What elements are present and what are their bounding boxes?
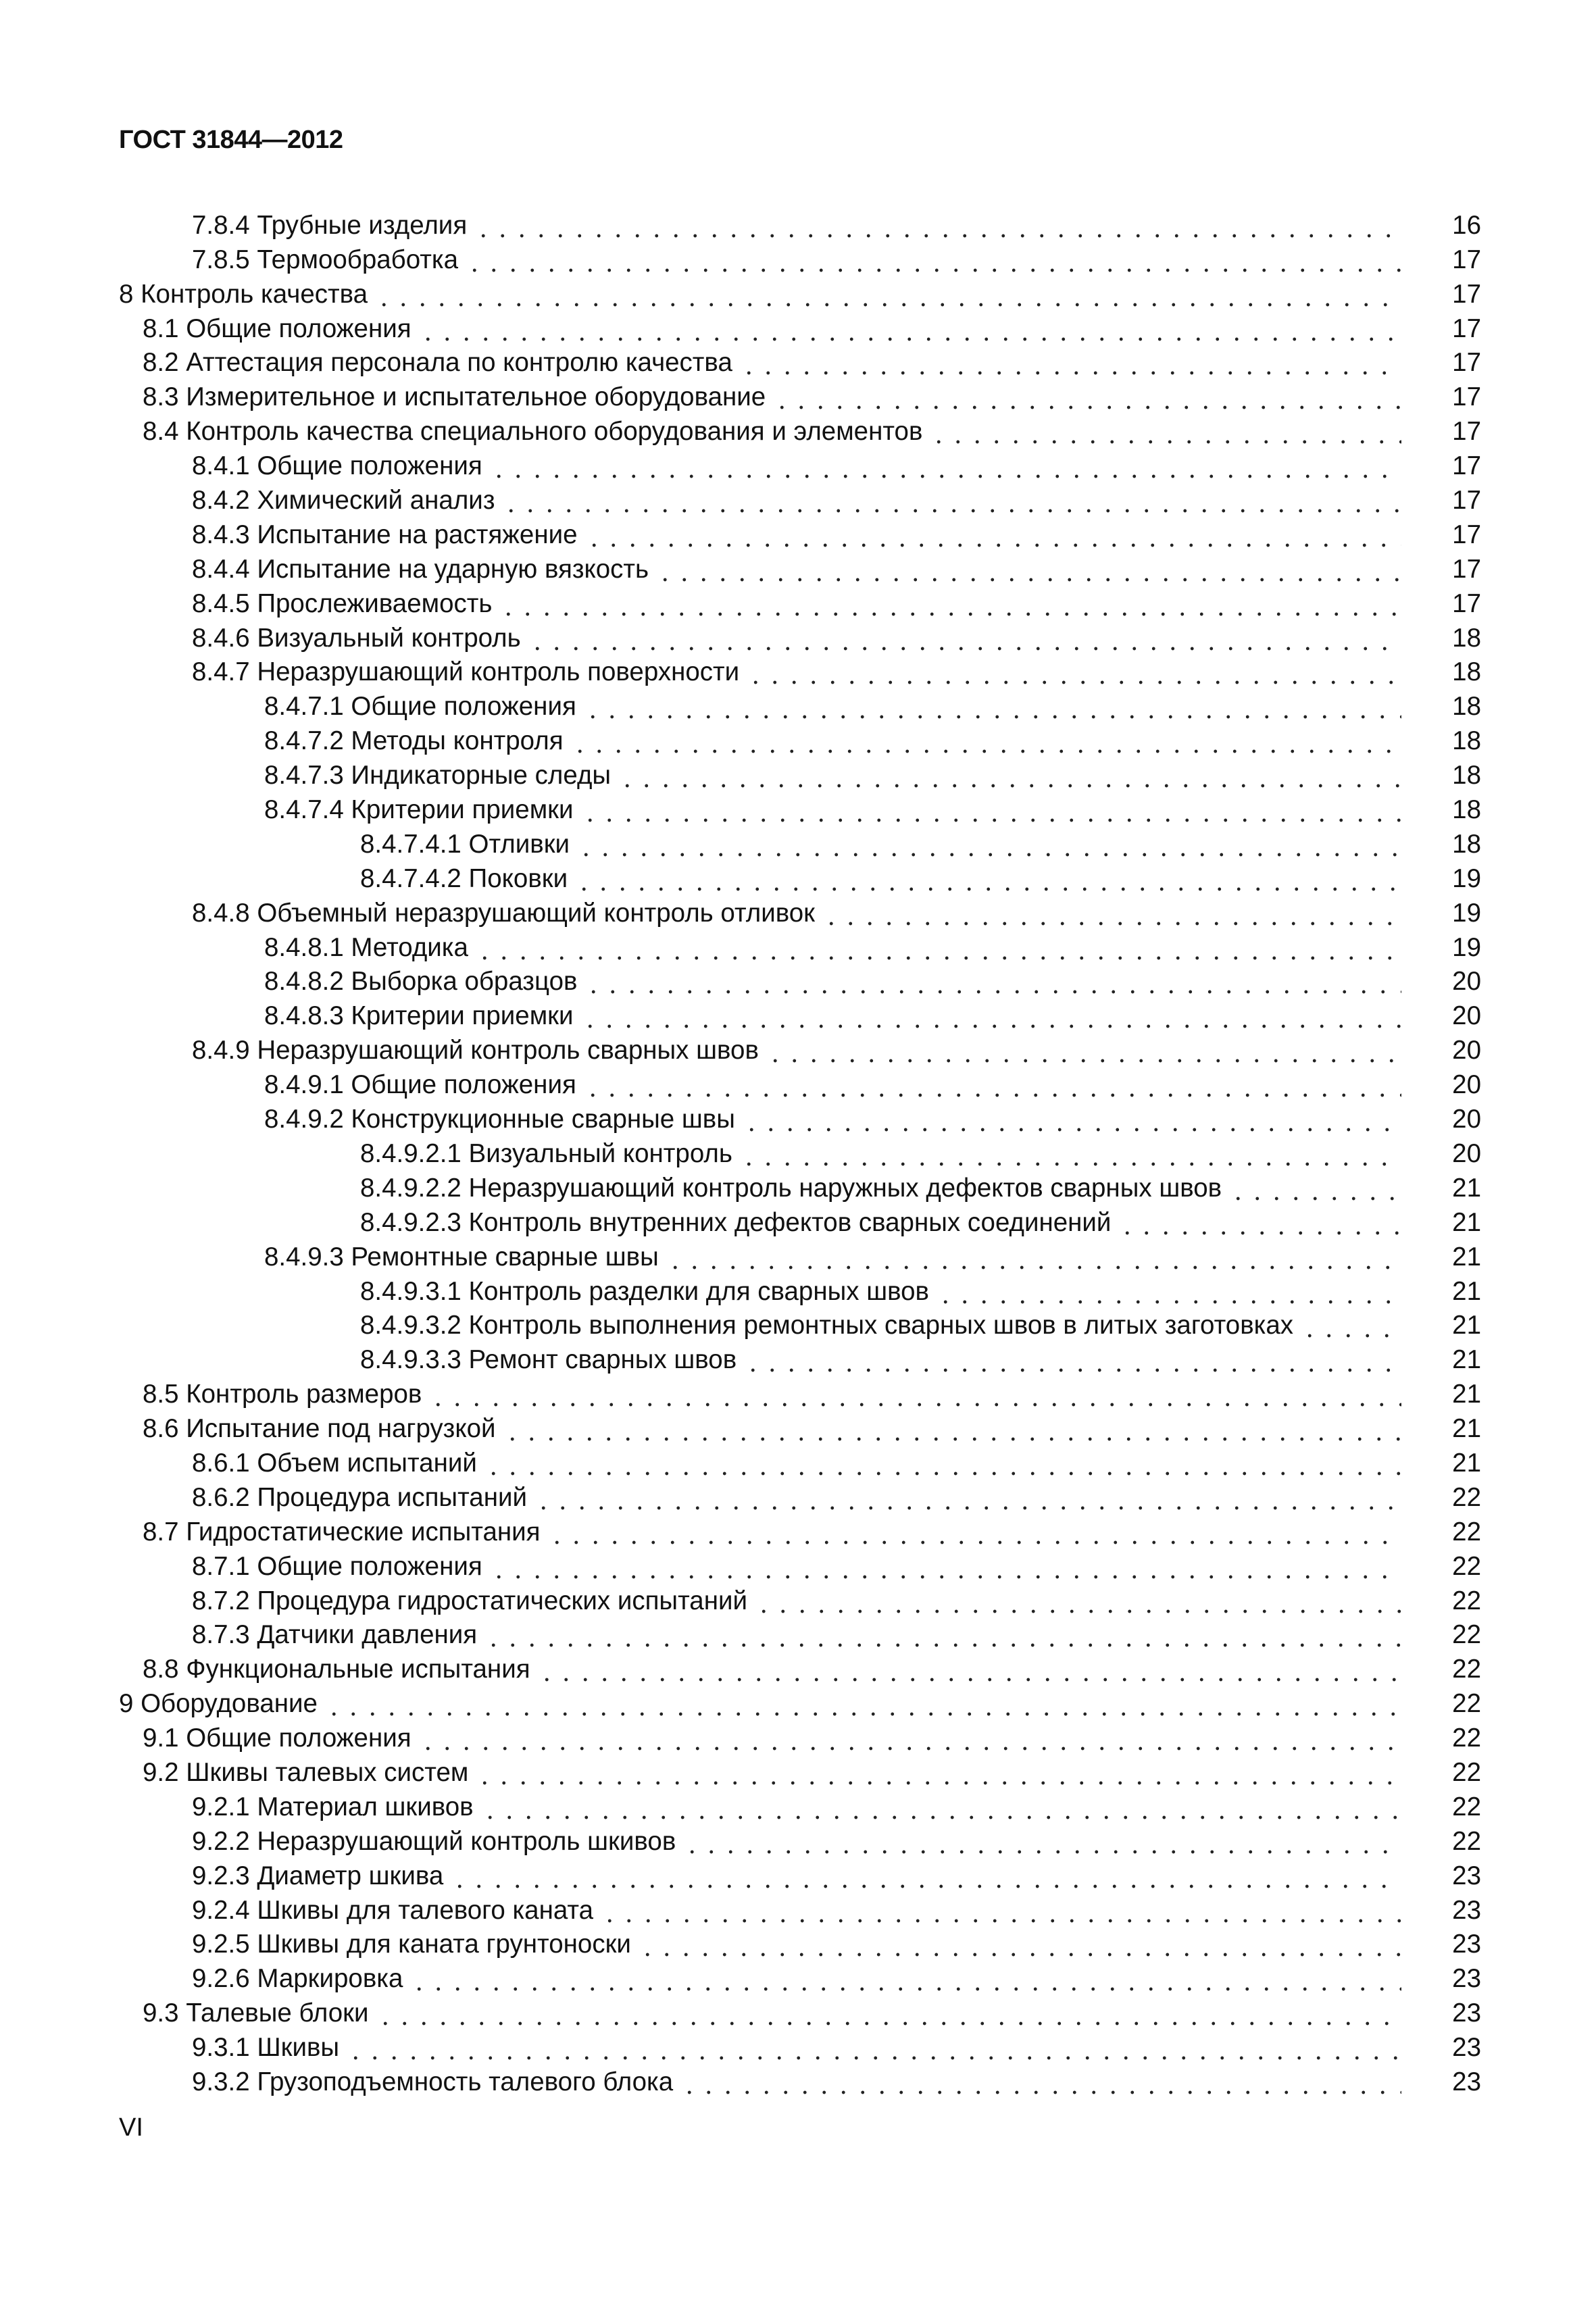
toc-entry[interactable] — [119, 1823, 1481, 1857]
toc-dot-leader — [499, 593, 1401, 620]
toc-entry-page: 18 — [1452, 623, 1481, 653]
toc-dot-leader — [475, 1761, 1401, 1788]
toc-entry-page: 21 — [1452, 1173, 1481, 1203]
toc-entry-title: 8.4.7.4.1 Отливки — [360, 829, 576, 860]
toc-entry-page: 21 — [1452, 1242, 1481, 1272]
toc-dot-leader — [428, 1383, 1401, 1410]
toc-dot-leader — [346, 2036, 1401, 2063]
toc-entry[interactable] — [119, 207, 1481, 241]
toc-entry-page: 23 — [1452, 2033, 1481, 2063]
toc-dot-leader — [583, 695, 1401, 722]
toc-entry-page: 18 — [1452, 657, 1481, 687]
toc-entry-title: 9.2.1 Материал шкивов — [192, 1792, 480, 1823]
toc-entry-title: 8.5 Контроль размеров — [143, 1379, 428, 1410]
toc-entry-title: 8.4.5 Прослеживаемость — [192, 588, 499, 620]
toc-entry-title: 8.4 Контроль качества специального оборудования и элементов — [143, 416, 929, 447]
toc-entry-title: 9.3.1 Шкивы — [192, 2032, 346, 2063]
toc-dot-leader — [537, 1658, 1401, 1685]
toc-entry-title: 9.2.5 Шкивы для каната грунтоноски — [192, 1929, 638, 1960]
toc-entry-title: 8.4.9 Неразрушающий контроль сварных швов — [192, 1035, 766, 1066]
toc-dot-leader — [465, 249, 1401, 276]
toc-entry-page: 22 — [1452, 1689, 1481, 1719]
toc-entry-page: 20 — [1452, 1070, 1481, 1100]
toc-entry-page: 23 — [1452, 2067, 1481, 2096]
toc-entry[interactable] — [119, 1101, 1481, 1135]
toc-entry[interactable] — [119, 1032, 1481, 1066]
toc-entry-page: 19 — [1452, 898, 1481, 928]
toc-entry-page: 17 — [1452, 417, 1481, 447]
toc-dot-leader — [739, 351, 1401, 378]
toc-entry-page: 23 — [1452, 1930, 1481, 1959]
toc-dot-leader — [655, 558, 1401, 585]
toc-entry-page: 20 — [1452, 1001, 1481, 1031]
toc-dot-leader — [936, 1280, 1401, 1307]
toc-entry-page: 17 — [1452, 554, 1481, 584]
toc-entry-title: 8.6.1 Объем испытаний — [192, 1448, 484, 1479]
toc-dot-leader — [739, 1142, 1401, 1169]
toc-entry-page: 17 — [1452, 348, 1481, 378]
toc-entry[interactable] — [119, 860, 1481, 895]
document-header: ГОСТ 31844—2012 — [119, 126, 343, 154]
toc-entry-title: 8.4.9.3 Ремонтные сварные швы — [264, 1242, 666, 1273]
toc-entry[interactable] — [119, 413, 1481, 447]
toc-entry-page: 17 — [1452, 486, 1481, 515]
toc-entry[interactable] — [119, 620, 1481, 654]
toc-entry-page: 22 — [1452, 1586, 1481, 1615]
toc-entry[interactable] — [119, 482, 1481, 516]
toc-entry-title: 8.2 Аттестация персонала по контролю качества — [143, 347, 739, 378]
toc-entry-page: 22 — [1452, 1655, 1481, 1684]
toc-entry-title: 8.4.9.1 Общие положения — [264, 1070, 583, 1101]
toc-entry[interactable] — [119, 688, 1481, 722]
toc-entry-title: 8.4.9.3.3 Ремонт сварных швов — [360, 1344, 743, 1376]
toc-dot-leader — [682, 1830, 1401, 1857]
toc-entry[interactable] — [119, 895, 1481, 929]
toc-entry[interactable] — [119, 1273, 1481, 1307]
toc-entry-title: 8.4.9.2.1 Визуальный контроль — [360, 1138, 739, 1169]
toc-entry-page: 23 — [1452, 1964, 1481, 1994]
toc-entry-title: 8.4.7.1 Общие положения — [264, 691, 583, 722]
toc-entry-page: 20 — [1452, 967, 1481, 997]
toc-entry[interactable] — [119, 1960, 1481, 1994]
toc-entry[interactable] — [119, 516, 1481, 551]
toc-entry[interactable] — [119, 1376, 1481, 1410]
toc-entry-title: 8.4.9.3.1 Контроль разделки для сварных швов — [360, 1276, 936, 1307]
toc-entry-title: 8.4.4 Испытание на ударную вязкость — [192, 554, 655, 585]
toc-entry-page: 21 — [1452, 1311, 1481, 1340]
toc-dot-leader — [489, 455, 1401, 482]
toc-dot-leader — [374, 283, 1401, 310]
toc-dot-leader — [1300, 1314, 1401, 1341]
toc-entry-title: 8.4.2 Химический анализ — [192, 485, 501, 516]
toc-entry[interactable] — [119, 1066, 1481, 1101]
toc-entry[interactable] — [119, 551, 1481, 585]
toc-entry-page: 18 — [1452, 692, 1481, 722]
toc-entry[interactable] — [119, 654, 1481, 688]
toc-entry-title: 8.4.9.3.2 Контроль выполнения ремонтных сварных швов в литых заготовках — [360, 1310, 1300, 1341]
toc-entry-title: 7.8.5 Термообработка — [192, 245, 465, 276]
toc-dot-leader — [584, 524, 1401, 551]
toc-entry-page: 20 — [1452, 1138, 1481, 1168]
toc-entry[interactable] — [119, 1926, 1481, 1961]
toc-entry-page: 23 — [1452, 1861, 1481, 1890]
toc-entry-title: 8.3 Измерительное и испытательное оборудование — [143, 382, 772, 413]
toc-entry[interactable] — [119, 1513, 1481, 1548]
toc-dot-leader — [418, 1727, 1401, 1754]
toc-entry-title: 8.7.3 Датчики давления — [192, 1619, 484, 1651]
toc-entry[interactable] — [119, 585, 1481, 620]
toc-dot-leader — [743, 1349, 1401, 1376]
toc-entry-page: 22 — [1452, 1826, 1481, 1856]
toc-dot-leader — [666, 1246, 1401, 1273]
toc-entry-page: 22 — [1452, 1482, 1481, 1512]
toc-dot-leader — [822, 902, 1401, 929]
toc-dot-leader — [580, 1005, 1401, 1032]
toc-entry[interactable] — [119, 1307, 1481, 1342]
toc-dot-leader — [475, 936, 1401, 963]
toc-entry[interactable] — [119, 997, 1481, 1032]
toc-entry-page: 22 — [1452, 1757, 1481, 1787]
toc-dot-leader — [680, 2071, 1401, 2098]
toc-entry-page: 19 — [1452, 932, 1481, 962]
toc-entry-page: 21 — [1452, 1448, 1481, 1478]
toc-dot-leader — [746, 661, 1401, 688]
toc-entry[interactable] — [119, 722, 1481, 757]
toc-entry[interactable] — [119, 276, 1481, 310]
toc-dot-leader — [1228, 1177, 1401, 1204]
toc-dot-leader — [766, 1039, 1401, 1066]
toc-entry[interactable] — [119, 1341, 1481, 1376]
toc-entry-page: 18 — [1452, 761, 1481, 790]
toc-entry[interactable] — [119, 1444, 1481, 1479]
toc-entry-title: 8.4.7.2 Методы контроля — [264, 726, 570, 757]
toc-entry-title: 8.4.8.1 Методика — [264, 932, 475, 963]
toc-dot-leader — [534, 1486, 1401, 1513]
toc-entry-page: 16 — [1452, 210, 1481, 240]
toc-entry-page: 20 — [1452, 1036, 1481, 1065]
toc-entry-title: 8.7 Гидростатические испытания — [143, 1517, 547, 1548]
toc-dot-leader — [754, 1590, 1401, 1617]
toc-entry-title: 8.4.8.2 Выборка образцов — [264, 966, 584, 997]
toc-entry-title: 9.3.2 Грузоподъемность талевого блока — [192, 2067, 680, 2098]
toc-entry-page: 18 — [1452, 829, 1481, 859]
toc-dot-leader — [528, 627, 1401, 654]
toc-entry-page: 22 — [1452, 1517, 1481, 1546]
toc-entry-title: 8.8 Функциональные испытания — [143, 1654, 537, 1685]
toc-entry-page: 22 — [1452, 1551, 1481, 1581]
toc-entry[interactable] — [119, 447, 1481, 482]
toc-entry-page: 21 — [1452, 1207, 1481, 1237]
toc-entry-title: 9.2.6 Маркировка — [192, 1963, 409, 1994]
toc-entry-title: 8.6.2 Процедура испытаний — [192, 1482, 534, 1513]
toc-dot-leader — [584, 970, 1401, 997]
toc-entry-page: 22 — [1452, 1620, 1481, 1650]
toc-entry[interactable] — [119, 345, 1481, 379]
toc-dot-leader — [480, 1796, 1401, 1823]
toc-entry-page: 18 — [1452, 726, 1481, 756]
toc-dot-leader — [574, 867, 1401, 895]
toc-entry-page: 17 — [1452, 520, 1481, 549]
toc-entry-title: 9.2.2 Неразрушающий контроль шкивов — [192, 1826, 682, 1857]
toc-dot-leader — [501, 489, 1401, 516]
toc-entry[interactable] — [119, 1238, 1481, 1273]
toc-dot-leader — [600, 1899, 1401, 1926]
toc-entry[interactable] — [119, 1617, 1481, 1651]
toc-entry-page: 19 — [1452, 863, 1481, 893]
toc-entry-page: 17 — [1452, 245, 1481, 274]
toc-entry[interactable] — [119, 1754, 1481, 1788]
toc-entry-page: 17 — [1452, 313, 1481, 343]
toc-entry-title: 9.1 Общие положения — [143, 1723, 418, 1754]
toc-dot-leader — [489, 1555, 1401, 1582]
toc-entry[interactable] — [119, 2063, 1481, 2098]
toc-entry[interactable] — [119, 1135, 1481, 1169]
toc-entry-page: 17 — [1452, 451, 1481, 481]
toc-entry-title: 8 Контроль качества — [119, 279, 374, 310]
toc-dot-leader — [772, 386, 1401, 413]
toc-entry-title: 8.4.7.4.2 Поковки — [360, 863, 574, 895]
toc-entry-title: 8.7.1 Общие положения — [192, 1551, 489, 1582]
toc-dot-leader — [484, 1452, 1401, 1479]
toc-dot-leader — [376, 2002, 1401, 2029]
toc-dot-leader — [484, 1624, 1401, 1651]
toc-entry[interactable] — [119, 1582, 1481, 1617]
toc-entry[interactable] — [119, 1204, 1481, 1238]
toc-dot-leader — [324, 1692, 1401, 1719]
toc-dot-leader — [547, 1521, 1401, 1548]
toc-entry[interactable] — [119, 1857, 1481, 1892]
toc-entry[interactable] — [119, 2029, 1481, 2063]
toc-entry[interactable] — [119, 1994, 1481, 2029]
page-number: VI — [119, 2113, 143, 2142]
toc-entry-title: 8.6 Испытание под нагрузкой — [143, 1413, 503, 1444]
toc-dot-leader — [580, 799, 1401, 826]
toc-entry-title: 8.4.9.2.2 Неразрушающий контроль наружных дефектов сварных швов — [360, 1173, 1228, 1204]
toc-entry-title: 8.4.8.3 Критерии приемки — [264, 1001, 580, 1032]
toc-dot-leader — [503, 1417, 1401, 1444]
toc-dot-leader — [1118, 1211, 1401, 1238]
toc-dot-leader — [576, 833, 1401, 860]
toc-entry-title: 8.4.8 Объемный неразрушающий контроль отливок — [192, 898, 822, 929]
toc-entry[interactable] — [119, 1719, 1481, 1754]
toc-entry-title: 9 Оборудование — [119, 1688, 324, 1719]
toc-entry[interactable] — [119, 1651, 1481, 1685]
toc-entry-title: 8.4.7.4 Критерии приемки — [264, 795, 580, 826]
toc-entry[interactable] — [119, 1788, 1481, 1823]
toc-entry-title: 8.1 Общие положения — [143, 313, 418, 345]
toc-entry[interactable] — [119, 1410, 1481, 1444]
toc-entry[interactable] — [119, 791, 1481, 826]
toc-entry[interactable] — [119, 1479, 1481, 1513]
toc-entry-page: 23 — [1452, 1998, 1481, 2028]
toc-entry[interactable] — [119, 1892, 1481, 1926]
toc-entry-title: 8.4.7.3 Индикаторные следы — [264, 760, 618, 791]
toc-entry[interactable] — [119, 241, 1481, 276]
toc-entry[interactable] — [119, 1685, 1481, 1719]
toc-entry-page: 20 — [1452, 1105, 1481, 1134]
toc-entry-title: 8.4.9.2.3 Контроль внутренних дефектов сварных соединений — [360, 1207, 1118, 1238]
toc-entry-title: 8.4.6 Визуальный контроль — [192, 623, 528, 654]
toc-entry-title: 8.4.7 Неразрушающий контроль поверхности — [192, 657, 746, 688]
toc-entry-page: 21 — [1452, 1414, 1481, 1444]
toc-dot-leader — [570, 730, 1401, 757]
toc-entry[interactable] — [119, 757, 1481, 791]
toc-dot-leader — [409, 1967, 1401, 1994]
toc-entry-page: 21 — [1452, 1345, 1481, 1375]
toc-entry-page: 21 — [1452, 1276, 1481, 1306]
toc-entry-title: 8.4.3 Испытание на растяжение — [192, 520, 584, 551]
toc-entry-page: 17 — [1452, 279, 1481, 309]
toc-dot-leader — [929, 420, 1401, 447]
toc-entry[interactable] — [119, 378, 1481, 413]
toc-entry-page: 23 — [1452, 1895, 1481, 1925]
toc-entry-title: 9.3 Талевые блоки — [143, 1998, 376, 2029]
toc-entry-title: 9.2.4 Шкивы для талевого каната — [192, 1895, 600, 1926]
toc-entry-page: 17 — [1452, 382, 1481, 412]
toc-entry[interactable] — [119, 1548, 1481, 1582]
toc-entry-title: 8.4.1 Общие положения — [192, 451, 489, 482]
toc-dot-leader — [418, 318, 1401, 345]
toc-dot-leader — [638, 1933, 1401, 1960]
toc-entry-title: 9.2 Шкивы талевых систем — [143, 1757, 475, 1788]
toc-entry-page: 17 — [1452, 588, 1481, 618]
toc-entry-page: 22 — [1452, 1724, 1481, 1753]
toc-entry[interactable] — [119, 310, 1481, 345]
toc-entry-page: 22 — [1452, 1792, 1481, 1821]
toc-entry[interactable] — [119, 1169, 1481, 1204]
toc-dot-leader — [742, 1108, 1401, 1135]
toc-entry-title: 9.2.3 Диаметр шкива — [192, 1861, 450, 1892]
toc-dot-leader — [618, 764, 1401, 791]
toc-dot-leader — [474, 214, 1401, 241]
toc-entry[interactable] — [119, 963, 1481, 998]
toc-entry[interactable] — [119, 826, 1481, 860]
toc-entry-title: 8.7.2 Процедура гидростатических испытаний — [192, 1586, 754, 1617]
toc-entry-page: 21 — [1452, 1380, 1481, 1409]
toc-entry-title: 8.4.9.2 Конструкционные сварные швы — [264, 1104, 742, 1135]
toc-dot-leader — [450, 1865, 1401, 1892]
toc-dot-leader — [583, 1074, 1401, 1101]
toc-entry-page: 18 — [1452, 795, 1481, 825]
table-of-contents — [119, 207, 1481, 2098]
toc-entry-title: 7.8.4 Трубные изделия — [192, 210, 474, 241]
toc-entry[interactable] — [119, 929, 1481, 963]
